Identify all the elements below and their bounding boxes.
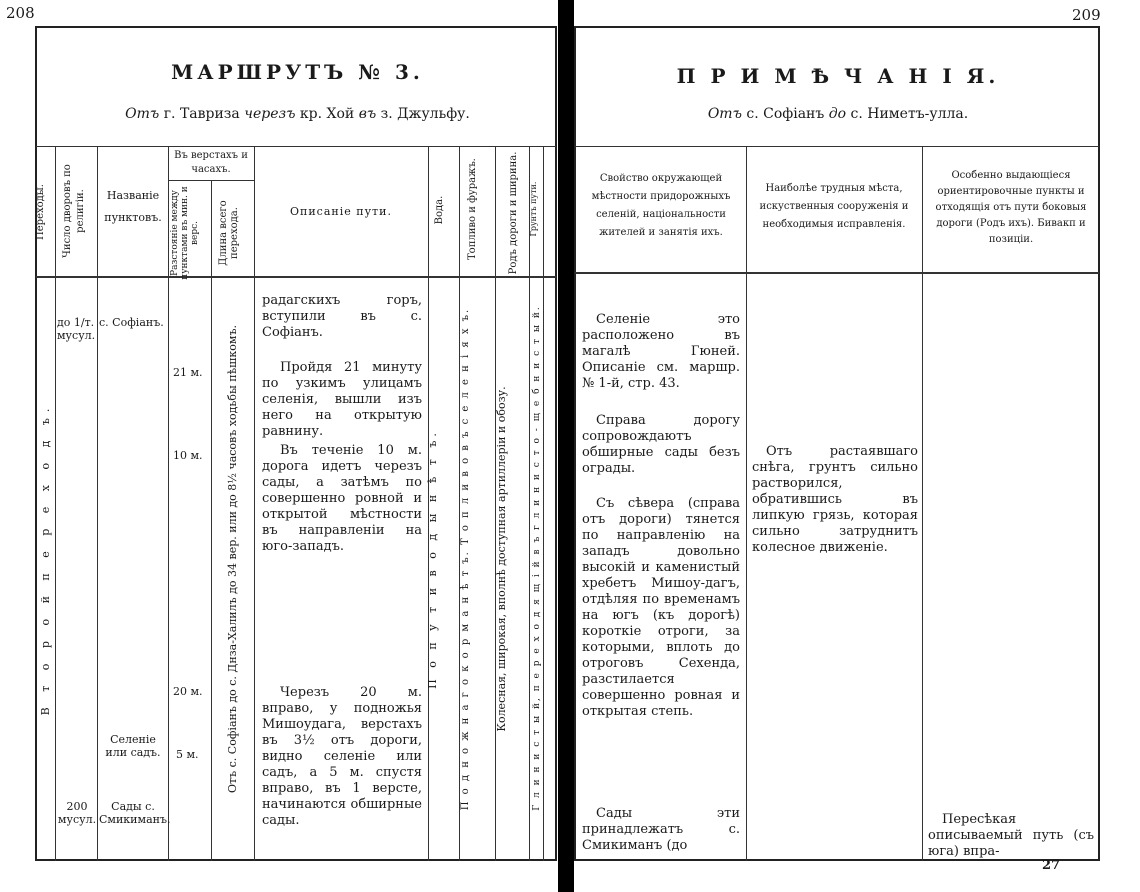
header-rod: Родъ дороги и ширина.: [508, 151, 519, 275]
col-divider: [211, 180, 212, 861]
right-header-top-rule: [575, 146, 1099, 147]
notes-c2-p1: Отъ растаявшаго снѣга, грунтъ сильно растворился, обратившись въ липкую грязь, которая сильно затруднитъ колесное движеніе.: [752, 444, 918, 555]
notes-c1-p2: Справа дорогу сопровождаютъ обширные сады безъ ограды.: [582, 413, 740, 476]
col-divider: [746, 146, 747, 861]
notes-header-3: Особенно выдающіеся ориентировочные пункты и отходящія отъ пути боковыя дороги (Родъ ихъ). Бивакп и позиціи.: [935, 170, 1087, 245]
grunt-text: Г л и н и с т ы й, п е р е х о д я щ і й в ъ г л и н и с т о - щ е б н и с т ы й.: [532, 305, 542, 811]
dist-20: 20 м.: [173, 685, 203, 698]
row1-name: с. Софіанъ.: [99, 316, 164, 329]
header-dlina: Длина всего перехода.: [218, 200, 240, 266]
row3-name: Сады с. Смикиманъ.: [99, 800, 171, 826]
header-versty-group: Въ верстахъ и часахъ.: [174, 150, 248, 175]
dist-10: 10 м.: [173, 449, 203, 462]
voda-text: П о п у т и в о д ы н ѣ т ъ.: [426, 429, 439, 689]
dist-5: 5 м.: [176, 748, 199, 761]
dlina-text: Отъ с. Софіанъ до с. Днза-Халилъ до 34 вер. или до 8½ часовъ ходьбы пѣшкомъ.: [226, 325, 239, 793]
col-divider: [55, 146, 56, 861]
col-divider: [168, 146, 169, 861]
notes-c1-p3: Съ сѣвера (справа отъ дороги) тянется по направленію на западъ довольно высокій и каменистый хребетъ Мишоу-дагъ, отдѣляя по временамъ на югъ (къ дорогѣ) короткіе отроги, за которыми, вплоть до отроговъ Сехенда, разстилается совершенно ровная и открытая степь.: [582, 496, 740, 719]
row2-name: Селеніе или садъ.: [105, 733, 161, 759]
header-dvorov: Число дворовъ по религіи.: [62, 164, 86, 258]
desc-p2: Пройдя 21 минуту по узкимъ улицамъ селенія, вышли изъ него на открытую равнину.: [262, 360, 422, 439]
signature-mark: 27: [1042, 858, 1061, 873]
desc-p3: Въ теченіе 10 м. дорога идетъ черезъ сады, а затѣмъ по совершенно ровной и открытой мѣстности въ направленіи на юго-западъ.: [262, 443, 422, 554]
right-header-bottom-rule: [575, 272, 1099, 274]
header-grunt: Грунтъ пути.: [529, 181, 538, 237]
page-number-right: 209: [1072, 6, 1101, 24]
page-number-left: 208: [6, 4, 35, 22]
notes-c3-p1: Пересѣкая описываемый путь (съ юга) впра-: [928, 812, 1094, 859]
toplivo-text: П о д н о ж н а г о к о р м а н ѣ т ъ. Т о п л и в о в ъ с е л е н і я х ъ.: [460, 307, 471, 811]
notes-title: П Р И М Ѣ Ч А Н І Я.: [676, 64, 1000, 88]
book-spine: [558, 0, 574, 892]
dist-21: 21 м.: [173, 366, 203, 379]
left-header-bottom-rule: [36, 276, 556, 278]
notes-header-1: Свойство окружающей мѣстности придорожныхъ селеній, національности жителей и занятія ихъ.: [591, 173, 731, 238]
route-subtitle: Отъ г. Тавриза черезъ кр. Хой въ з. Джульфу.: [125, 106, 470, 122]
header-toplivo: Топливо и фуражъ.: [467, 158, 478, 260]
header-opisanie: Описаніе пути.: [290, 205, 392, 218]
header-perekhody: Переходы.: [35, 184, 46, 240]
desc-p4: Черезъ 20 м. вправо, у подножья Мишоудага, верстахъ въ 3½ отъ дороги, видно селеніе или садъ, а 5 м. спустя вправо, въ 1 версте, начинаются обширные сады.: [262, 685, 422, 828]
row3-dvorov: 200 мусул.: [57, 800, 97, 826]
rod-text: Колесная, широкая, вполнѣ доступная артиллеріи и обозу.: [495, 386, 508, 732]
notes-subtitle: Отъ с. Софіанъ до с. Ниметъ-улла.: [707, 106, 969, 122]
header-nazvanie: Названіе пунктовъ.: [104, 189, 162, 224]
col-divider: [254, 146, 255, 861]
col-divider: [97, 146, 98, 861]
route-title: МАРШРУТЪ № 3.: [171, 60, 424, 84]
notes-c1-p1: Селеніе это расположено въ магалѣ Гюней. Описаніе см. маршр. № 1-й, стр. 43.: [582, 312, 740, 391]
notes-c1-p4: Сады эти принадлежатъ с. Смикиманъ (до: [582, 806, 740, 853]
desc-p1: радагскихъ горъ, вступили въ с. Софіанъ.: [262, 293, 422, 340]
header-rasstoyanie: Разстояніе между пунктами въ мин. и верс.: [170, 186, 200, 280]
perekhod-label: В т о р о й п е р е х о д ъ.: [39, 402, 52, 716]
row1-dvorov: до 1/т. мусул.: [57, 316, 96, 342]
header-voda: Вода.: [434, 195, 445, 225]
notes-header-2: Наиболѣе трудныя мѣста, искуственныя сооруженія и необходимыя исправленія.: [759, 183, 909, 230]
left-header-top-rule: [36, 146, 556, 147]
col-divider: [922, 146, 923, 861]
